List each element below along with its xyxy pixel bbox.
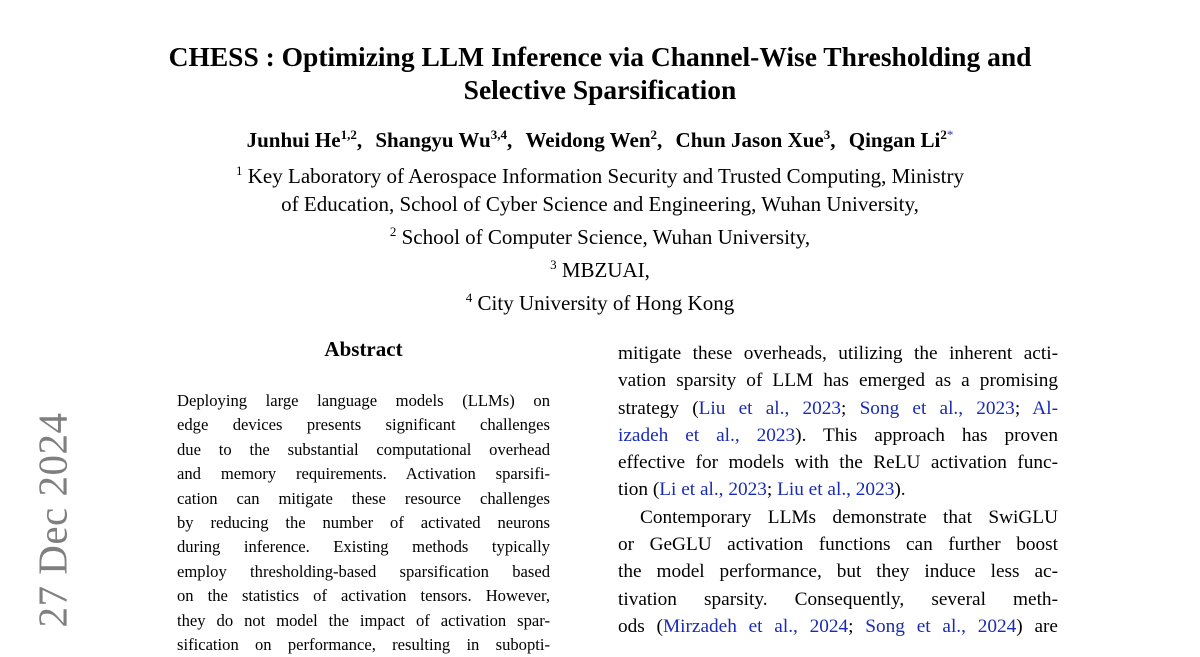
citation-link[interactable]: Liu et al., 2023	[698, 397, 842, 419]
abstract-line: on the statistics of activation tensors. However,	[177, 586, 550, 606]
citation-link[interactable]: izadeh et al., 2023	[618, 424, 796, 446]
affiliation-4: $^4$ City University of Hong Kong	[465, 290, 735, 315]
affiliation-3: $^3$ MBZUAI,	[550, 257, 650, 282]
citation-link[interactable]: Al-	[1032, 397, 1058, 419]
title-line-1: CHESS : Optimizing LLM Inference via Channel-Wise Thresholding and	[168, 41, 1032, 72]
author: Qingan $Li^{2*}$	[848, 127, 954, 152]
author-list	[140, 127, 1060, 153]
abstract-text	[177, 389, 550, 657]
abstract-line: and memory requirements. Activation sparsifi-	[177, 464, 550, 484]
citation-link[interactable]: Mirzadeh et al., 2024	[662, 615, 849, 637]
body-line: tion (Li et al., 2023; Liu et al., 2023).	[618, 479, 906, 501]
body-line: the model performance, but they induce less ac-	[618, 561, 1058, 583]
abstract-line: Deploying large language models (LLMs) on	[177, 391, 550, 410]
arxiv-date-stamp	[22, 412, 82, 628]
abstract-line: they do not model the impact of activation spar-	[177, 610, 550, 630]
author: Chun Jason Xue$^3$,	[675, 127, 836, 152]
author: Junhui He$^{1,2}$,	[246, 127, 363, 152]
body-line: effective for models with the ReLU activation func-	[618, 452, 1058, 474]
body-line: or GeGLU activation functions can further boost	[618, 534, 1058, 556]
corresponding-author-mark[interactable]: *	[946, 127, 954, 142]
abstract-line: during inference. Existing methods typically	[177, 537, 550, 557]
body-line: ods (Mirzadeh et al., 2024; Song et al., 2024) are	[618, 615, 1058, 637]
abstract-line: by reducing the number of activated neurons	[177, 513, 550, 533]
abstract-line: edge devices presents significant challenges	[177, 415, 550, 435]
author: Shangyu Wu$^{3,4}$,	[375, 127, 513, 152]
title-line-2: Selective Sparsification	[463, 74, 737, 105]
citation-link[interactable]: Liu et al., 2023	[777, 479, 895, 501]
body-line: tivation sparsity. Consequently, several meth-	[618, 588, 1058, 610]
affiliations	[140, 157, 1060, 317]
body-line: Contemporary LLMs demonstrate that SwiGLU	[640, 506, 1058, 528]
paper-title	[140, 40, 1060, 106]
body-line: strategy (Liu et al., 2023; Song et al., 2023; Al-	[618, 397, 1058, 419]
citation-link[interactable]: Song et al., 2023	[859, 397, 1015, 419]
abstract-line: employ thresholding-based sparsification based	[177, 561, 550, 581]
affiliation-1a: $^1$ Key Laboratory of Aerospace Information Security and Trusted Computing, Ministry	[236, 163, 964, 188]
arxiv-date-text: 27 Dec 2024	[29, 412, 76, 628]
introduction-text	[618, 340, 1058, 640]
abstract-line: cation can mitigate these resource challenges	[177, 488, 550, 508]
abstract-line: due to the substantial computational overhead	[177, 439, 550, 459]
affiliation-1b: of Education, School of Cyber Science and Engineering, Wuhan University,	[281, 192, 919, 216]
citation-link[interactable]: Li et al., 2023	[659, 479, 767, 501]
body-line: mitigate these overheads, utilizing the inherent acti-	[618, 343, 1058, 364]
abstract-line: sification on performance, resulting in subopti-	[177, 635, 550, 655]
body-line: izadeh et al., 2023). This approach has proven	[618, 424, 1058, 446]
affiliation-2: $^2$ School of Computer Science, Wuhan University,	[389, 224, 811, 249]
abstract-heading: Abstract	[324, 337, 403, 361]
body-line: vation sparsity of LLM has emerged as a promising	[618, 370, 1058, 392]
author: Weidong Wen$^2$,	[525, 127, 663, 152]
citation-link[interactable]: Song et al., 2024	[865, 615, 1017, 637]
